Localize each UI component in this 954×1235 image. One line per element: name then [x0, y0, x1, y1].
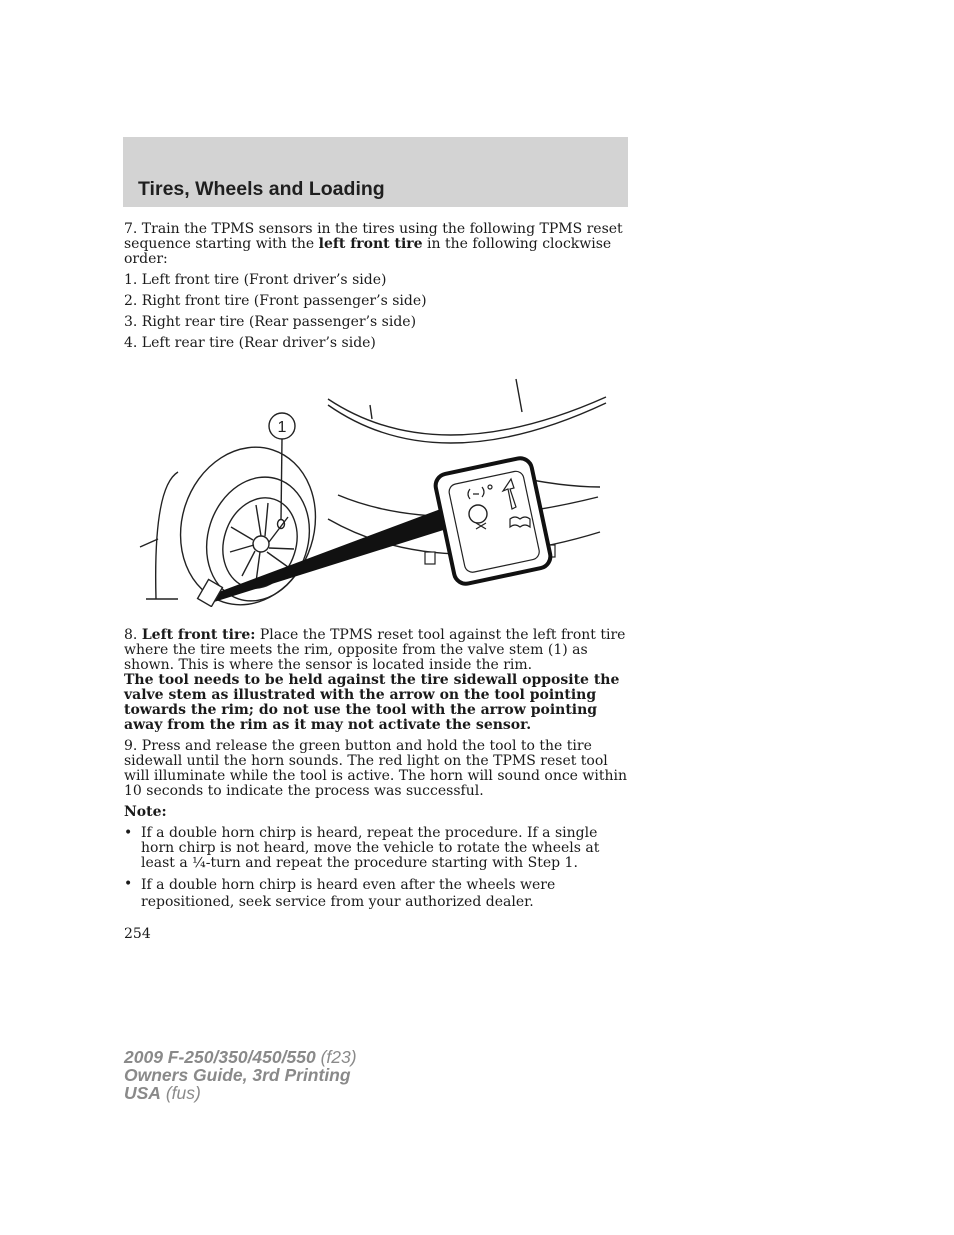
note-bullet-2-text: If a double horn chirp is heard even after the wheels were repositioned, seek service from your authorized dealer. — [141, 877, 556, 910]
note-label: Note: — [124, 804, 167, 820]
step-8-text: Place the TPMS reset tool against the left front tire where the tire meets the rim, opposite from the valve stem (1) as shown. This is where the sensor is located inside the rim. — [124, 627, 626, 673]
footer-region: USA — [124, 1083, 161, 1103]
tpms-reset-illustration — [138, 377, 608, 607]
footer-region-code: (fus) — [165, 1083, 201, 1103]
bullet-dot: • — [124, 825, 133, 841]
step-8-warning: The tool needs to be held against the tire sidewall opposite the valve stem as illustrated with the arrow on the tool pointing towards the rim; do not use the tool with the arrow pointing away from the rim as it may not activate the sensor. — [124, 672, 620, 733]
step-7-text: 7. Train the TPMS sensors in the tires using the following TPMS reset sequence starting with the — [124, 221, 623, 252]
step-7-paragraph — [124, 222, 632, 267]
footer-guide: Owners Guide, 3rd Printing — [124, 1065, 351, 1085]
footer-model-code: (f23) — [320, 1047, 357, 1067]
footer-model: 2009 F-250/350/450/550 — [124, 1047, 316, 1067]
bullet-dot: • — [124, 876, 133, 892]
step-8-emphasis: Left front tire: — [141, 627, 256, 643]
step-8-number: 8. — [124, 627, 142, 643]
document-footer — [124, 1048, 357, 1102]
step-9-paragraph: 9. Press and release the green button and hold the tool to the tire sidewall until the horn sounds. The red light on the TPMS reset tool will illuminate while the tool is active. The horn will sound once within 10 seconds to indicate the process was successful. — [124, 738, 628, 799]
order-item-3: 3. Right rear tire (Rear passenger’s side) — [124, 314, 417, 330]
order-item-2: 2. Right front tire (Front passenger’s side) — [124, 293, 427, 309]
note-bullet-1-text: If a double horn chirp is heard, repeat the procedure. If a single horn chirp is not heard, move the vehicle to rotate the wheels at least a ¼-turn and repeat the procedure starting with Step 1. — [141, 825, 600, 871]
section-title: Tires, Wheels and Loading — [138, 178, 385, 200]
order-item-1: 1. Left front tire (Front driver’s side) — [124, 272, 387, 288]
page-number: 254 — [124, 926, 151, 942]
step-7-emphasis: left front tire — [318, 236, 423, 252]
step-7-text-end: in the following clockwise order: — [124, 236, 612, 267]
reset-tool-enlarged — [433, 456, 552, 586]
order-item-4: 4. Left rear tire (Rear driver’s side) — [124, 335, 376, 351]
callout-label: 1 — [277, 419, 287, 436]
step-8-paragraph — [124, 628, 632, 673]
reset-tool-small — [198, 579, 223, 606]
